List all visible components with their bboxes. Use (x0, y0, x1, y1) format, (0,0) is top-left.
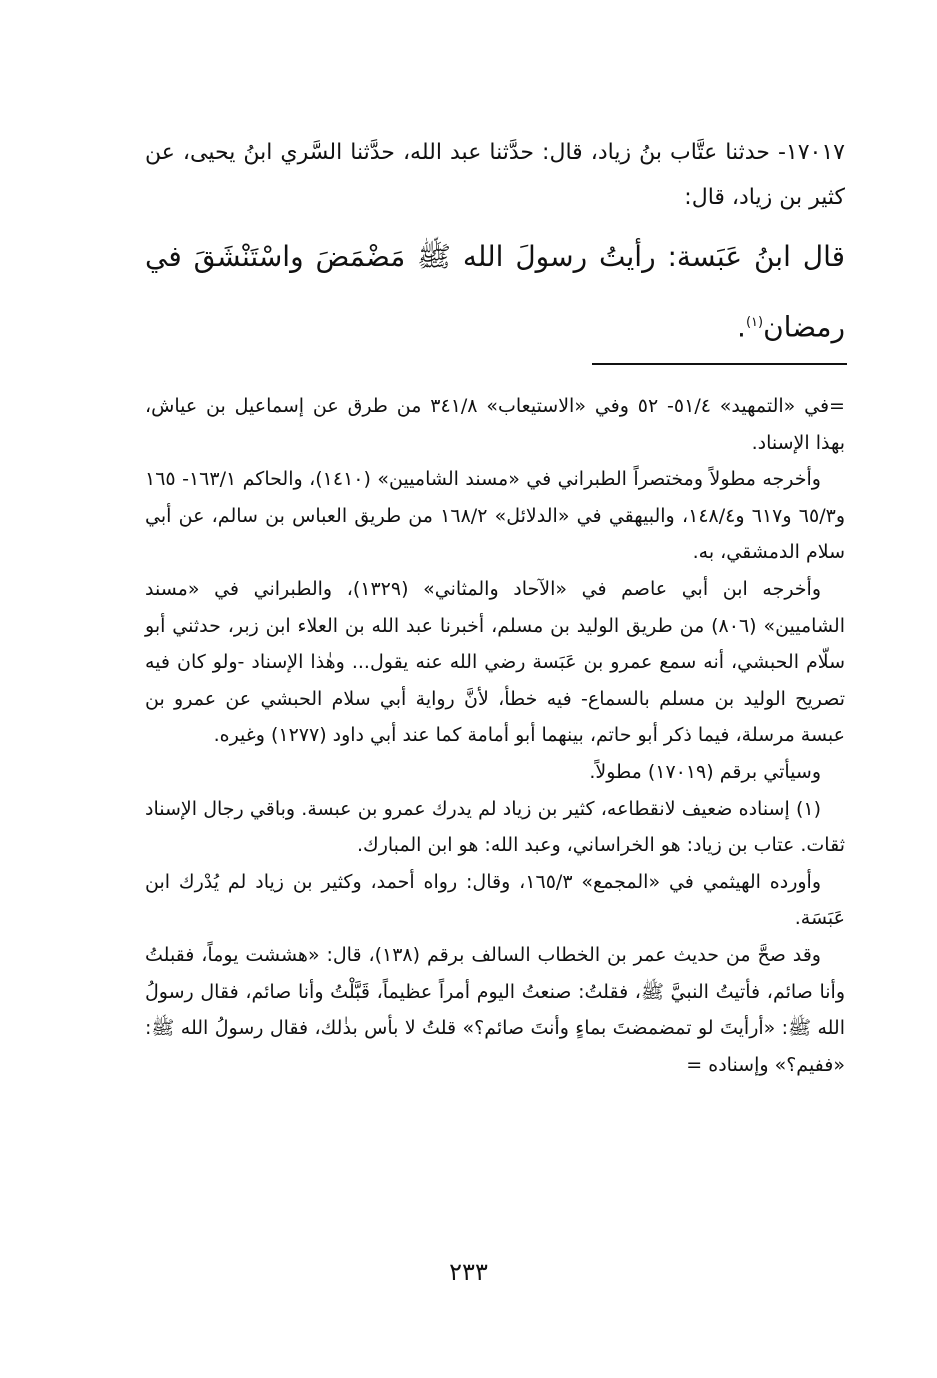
footnote-divider (592, 363, 847, 365)
hadith-block (145, 130, 845, 360)
page-number: ٢٣٣ (449, 1258, 488, 1286)
footnote-paragraph: =في «التمهيد» ٥١/٤- ٥٢ وفي «الاستيعاب» ٣٤١/٨ من طرق عن إسماعيل بن عياش، بهذا الإسناد. (145, 395, 845, 454)
footnote-paragraph: (١) إسناده ضعيف لانقطاعه، كثير بن زياد لم يدرك عمرو بن عبسة. وباقي رجال الإسناد ثقات. عتاب بن زياد: هو الخراساني، وعبد الله: هو ابن المبارك. (145, 797, 845, 857)
hadith-isnad: ١٧٠١٧- حدثنا عتَّاب بنُ زياد، قال: حدَّثنا عبد الله، حدَّثنا السَّري ابنُ يحيى، عن كثير بن زياد، قال: (145, 140, 845, 210)
hadith-matn (145, 224, 845, 360)
footnote-paragraph: وأخرجه مطولاً ومختصراً الطبراني في «مسند الشاميين» (١٤١٠)، والحاكم ١٦٣/١- ١٦٥ و٦٥/٣ و٦١٧ و١٤٨/٤، والبيهقي في «الدلائل» ١٦٨/٢ من طريق العباس بن سالم، عن أبي سلام الدمشقي، به. (145, 468, 845, 564)
footnote-paragraph: وأورده الهيثمي في «المجمع» ١٦٥/٣، وقال: رواه أحمد، وكثير بن زياد لم يُدْرك ابن عَبَسَة. (145, 870, 845, 930)
footnote-paragraph: وسيأتي برقم (١٧٠١٩) مطولاً. (589, 760, 821, 783)
footnotes (145, 388, 845, 1083)
footnote-paragraph: وقد صحَّ من حديث عمر بن الخطاب السالف برقم (١٣٨)، قال: «هششت يوماً، فقبلتُ وأنا صائم، فأتيتُ النبيَّ ﷺ، فقلتُ: صنعتُ اليوم أمراً عظيماً، قَبَّلْتُ وأنا صائم، فقال رسولُ الله ﷺ: «أرأيتَ لو تمضمضتَ بماءٍ وأنتَ صائم؟» قلتُ لا بأس بذٰلك، فقال رسولُ الله ﷺ: «ففيم؟» وإسناده = (145, 943, 845, 1076)
footnote-paragraph: وأخرجه ابن أبي عاصم في «الآحاد والمثاني» (١٣٢٩)، والطبراني في «مسند الشاميين» (٨٠٦) من طريق الوليد بن مسلم، أخبرنا عبد الله بن العلاء ابن زبر، حدثني أبو سلّام الحبشي، أنه سمع عمرو بن عَبَسة رضي الله عنه يقول... وهٰذا الإسناد -ولو كان فيه تصريح الوليد بن مسلم بالسماع- فيه خطأ، لأنَّ رواية أبي سلام الحبشي عن عمرو بن عبسة مرسلة، فيما ذكر أبو حاتم، بينهما أبو أمامة كما عند أبي داود (١٢٧٧) وغيره. (145, 577, 845, 747)
footnote-reference: (١) (745, 315, 764, 330)
hadith-matn-text: قال ابنُ عَبَسة: رأيتُ رسولَ الله ﷺ مَضْمَضَ واسْتَنْشَقَ في رمضان (145, 240, 845, 344)
hadith-matn-end: . (737, 310, 746, 344)
